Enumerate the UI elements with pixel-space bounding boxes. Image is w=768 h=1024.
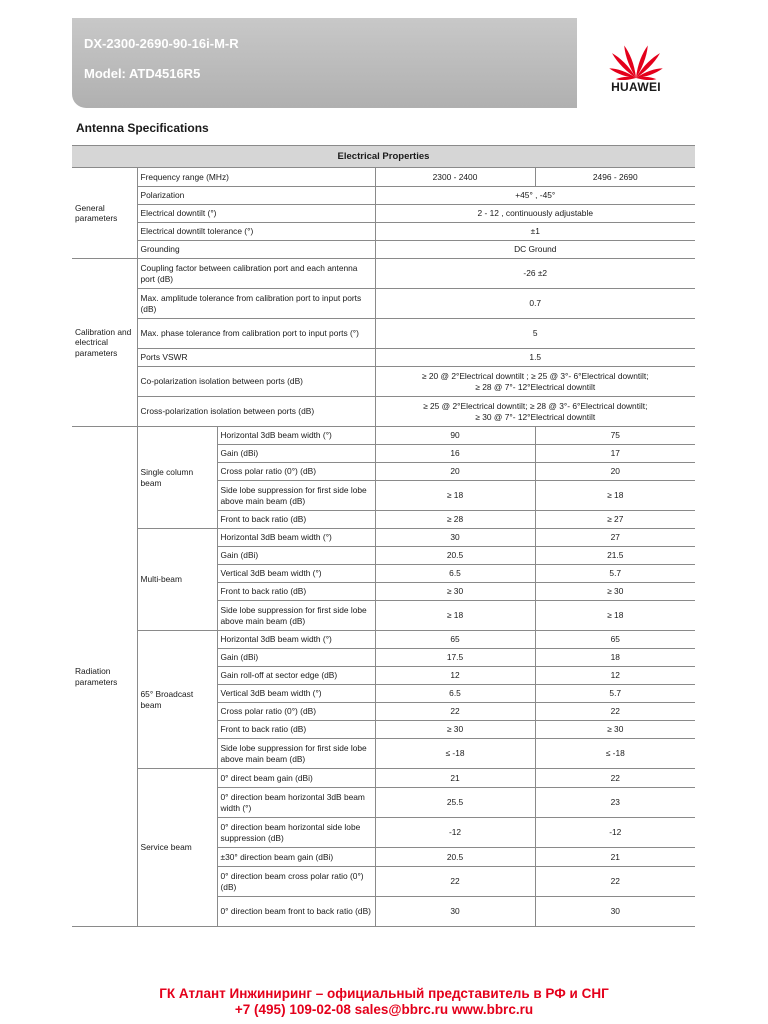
row-label: Cross polar ratio (0°) (dB)	[217, 703, 375, 721]
group-label-calibration: Calibration and electrical parameters	[72, 259, 137, 427]
value-band-1: ≥ 28	[375, 511, 535, 529]
group-label-radiation: Radiation parameters	[72, 427, 137, 927]
row-label: Cross polar ratio (0°) (dB)	[217, 463, 375, 481]
row-label: Gain (dBi)	[217, 445, 375, 463]
row-label: Front to back ratio (dB)	[217, 511, 375, 529]
brand-name: HUAWEI	[611, 80, 661, 94]
value-band-1: ≤ -18	[375, 739, 535, 769]
row-label: ±30° direction beam gain (dBi)	[217, 848, 375, 867]
row-label: Horizontal 3dB beam width (°)	[217, 529, 375, 547]
value-band-1: 21	[375, 769, 535, 788]
value-band-2: ≥ 30	[535, 583, 695, 601]
row-value: +45° , -45°	[375, 187, 695, 205]
value-band-2: ≥ 18	[535, 601, 695, 631]
row-label: 0° direction beam front to back ratio (dB)	[217, 897, 375, 927]
value-band-2: ≥ 18	[535, 481, 695, 511]
value-line: ≥ 20 @ 2°Electrical downtilt ; ≥ 25 @ 3°- 6°Electrical downtilt;	[421, 371, 649, 382]
value-band-2: 5.7	[535, 685, 695, 703]
value-band-1: 22	[375, 703, 535, 721]
value-band-1: 16	[375, 445, 535, 463]
row-value: ±1	[375, 223, 695, 241]
row-label: Electrical downtilt tolerance (°)	[137, 223, 375, 241]
contact-footer	[0, 986, 768, 1018]
value-band-2: 17	[535, 445, 695, 463]
value-band-2: 5.7	[535, 565, 695, 583]
row-label: Front to back ratio (dB)	[217, 721, 375, 739]
row-label: Coupling factor between calibration port and each antenna port (dB)	[137, 259, 375, 289]
value-band-2: 65	[535, 631, 695, 649]
value-band-1: ≥ 30	[375, 721, 535, 739]
row-value: DC Ground	[375, 241, 695, 259]
footer-contact-line[interactable]: +7 (495) 109-02-08 sales@bbrc.ru www.bbrc.ru	[234, 1002, 534, 1017]
value-band-1: 17.5	[375, 649, 535, 667]
row-label: Ports VSWR	[137, 349, 375, 367]
huawei-logo	[577, 18, 695, 108]
footer-company-line: ГК Атлант Инжиниринг – официальный представитель в РФ и СНГ	[159, 986, 609, 1001]
row-label: Gain roll-off at sector edge (dB)	[217, 667, 375, 685]
value-band-1: 20.5	[375, 547, 535, 565]
row-label: Gain (dBi)	[217, 649, 375, 667]
value-band-1: 20	[375, 463, 535, 481]
band-header-1: 2300 - 2400	[375, 168, 535, 187]
row-value: 5	[375, 319, 695, 349]
electrical-properties-table	[72, 145, 695, 927]
value-band-2: ≥ 30	[535, 721, 695, 739]
row-label: 0° direct beam gain (dBi)	[217, 769, 375, 788]
value-band-2: 21.5	[535, 547, 695, 565]
value-band-1: 65	[375, 631, 535, 649]
row-label: Frequency range (MHz)	[137, 168, 375, 187]
row-label: Co-polarization isolation between ports (dB)	[137, 367, 375, 397]
value-band-1: -12	[375, 818, 535, 848]
row-value: 0.7	[375, 289, 695, 319]
document-header	[72, 18, 695, 108]
row-label: Polarization	[137, 187, 375, 205]
value-band-2: 20	[535, 463, 695, 481]
value-band-2: 22	[535, 867, 695, 897]
value-band-1: 30	[375, 529, 535, 547]
row-label: Side lobe suppression for first side lobe above main beam (dB)	[217, 481, 375, 511]
band-header-2: 2496 - 2690	[535, 168, 695, 187]
value-band-2: ≤ -18	[535, 739, 695, 769]
value-band-1: 6.5	[375, 565, 535, 583]
huawei-petals-icon	[602, 32, 670, 80]
row-label: 0° direction beam horizontal side lobe suppression (dB)	[217, 818, 375, 848]
model-code: DX-2300-2690-90-16i-M-R	[84, 36, 239, 51]
value-band-2: 23	[535, 788, 695, 818]
subgroup-label: Service beam	[137, 769, 217, 927]
row-label: Vertical 3dB beam width (°)	[217, 565, 375, 583]
value-band-1: ≥ 18	[375, 601, 535, 631]
value-band-1: 30	[375, 897, 535, 927]
row-label: 0° direction beam cross polar ratio (0°) (dB)	[217, 867, 375, 897]
value-band-2: 30	[535, 897, 695, 927]
row-label: Vertical 3dB beam width (°)	[217, 685, 375, 703]
value-band-1: ≥ 18	[375, 481, 535, 511]
value-band-2: 22	[535, 703, 695, 721]
value-band-2: 22	[535, 769, 695, 788]
row-value: -26 ±2	[375, 259, 695, 289]
value-line: ≥ 30 @ 7°- 12°Electrical downtilt	[475, 411, 596, 422]
value-band-2: 12	[535, 667, 695, 685]
table-title: Electrical Properties	[72, 146, 695, 168]
value-band-1: 20.5	[375, 848, 535, 867]
row-value: 1.5	[375, 349, 695, 367]
value-band-1: 22	[375, 867, 535, 897]
row-value	[375, 367, 695, 397]
value-line: ≥ 25 @ 2°Electrical downtilt; ≥ 28 @ 3°- 6°Electrical downtilt;	[423, 401, 648, 412]
row-value: 2 - 12 , continuously adjustable	[375, 205, 695, 223]
row-label: 0° direction beam horizontal 3dB beam width (°)	[217, 788, 375, 818]
row-label: Gain (dBi)	[217, 547, 375, 565]
row-label: Cross-polarization isolation between ports (dB)	[137, 397, 375, 427]
value-band-1: 90	[375, 427, 535, 445]
value-band-2: ≥ 27	[535, 511, 695, 529]
model-name: Model: ATD4516R5	[84, 66, 201, 81]
subgroup-label: Single column beam	[137, 427, 217, 529]
row-label: Max. phase tolerance from calibration port to input ports (°)	[137, 319, 375, 349]
row-label: Front to back ratio (dB)	[217, 583, 375, 601]
value-line: ≥ 28 @ 7°- 12°Electrical downtilt	[475, 381, 596, 392]
row-label: Side lobe suppression for first side lobe above main beam (dB)	[217, 739, 375, 769]
value-band-1: ≥ 30	[375, 583, 535, 601]
section-title: Antenna Specifications	[76, 121, 209, 135]
row-label: Horizontal 3dB beam width (°)	[217, 427, 375, 445]
subgroup-label: Multi-beam	[137, 529, 217, 631]
value-band-2: 18	[535, 649, 695, 667]
value-band-1: 25.5	[375, 788, 535, 818]
row-label: Side lobe suppression for first side lobe above main beam (dB)	[217, 601, 375, 631]
value-band-2: 75	[535, 427, 695, 445]
row-label: Max. amplitude tolerance from calibration port to input ports (dB)	[137, 289, 375, 319]
group-label-general: General parameters	[72, 168, 137, 259]
value-band-1: 12	[375, 667, 535, 685]
row-value	[375, 397, 695, 427]
value-band-2: 21	[535, 848, 695, 867]
value-band-2: -12	[535, 818, 695, 848]
row-label: Grounding	[137, 241, 375, 259]
subgroup-label: 65° Broadcast beam	[137, 631, 217, 769]
value-band-1: 6.5	[375, 685, 535, 703]
row-label: Horizontal 3dB beam width (°)	[217, 631, 375, 649]
row-label: Electrical downtilt (°)	[137, 205, 375, 223]
value-band-2: 27	[535, 529, 695, 547]
